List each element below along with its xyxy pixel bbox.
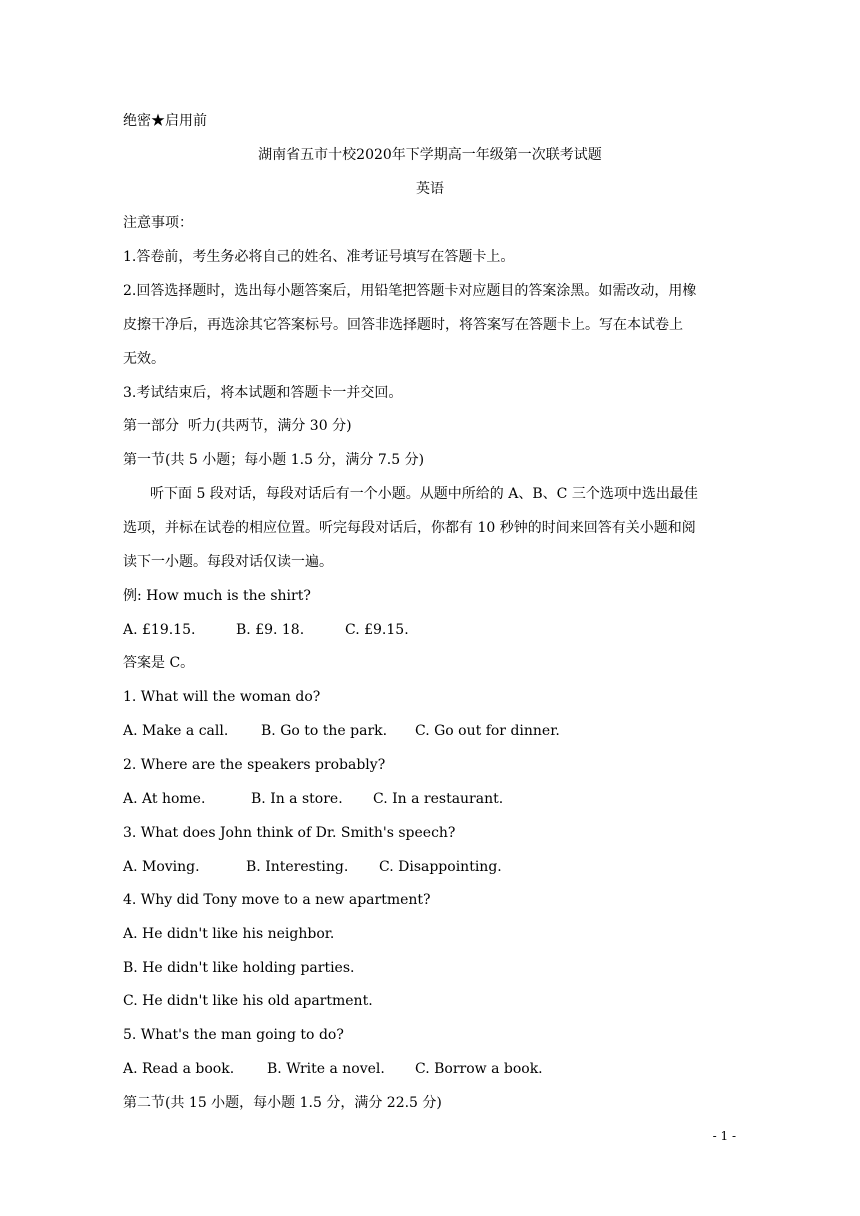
question-4-option-b: B. He didn't like holding parties. (123, 960, 355, 976)
question-3-option-c: C. Disappointing. (379, 859, 502, 875)
question-4-option-c: C. He didn't like his old apartment. (123, 993, 373, 1009)
instruction-item-2-line-1: 2.回答选择题时，选出每小题答案后，用铅笔把答题卡对应题目的答案涂黑。如需改动，用橡 (123, 283, 697, 299)
directions-line-1: 听下面 5 段对话，每段对话后有一个小题。从题中所给的 A、B、C 三个选项中选出最佳 (150, 486, 698, 502)
instruction-item-2-line-3: 无效。 (123, 351, 165, 367)
question-2-option-a: A. At home. (123, 791, 206, 807)
question-1: 1. What will the woman do? (123, 689, 321, 705)
confidential-label: 绝密★启用前 (123, 113, 207, 129)
directions-line-2: 选项，并标在试卷的相应位置。听完每段对话后，你都有 10 秒钟的时间来回答有关小题和阅 (123, 520, 696, 536)
page-number: - 1 - (712, 1129, 736, 1143)
instruction-item-3: 3.考试结束后，将本试题和答题卡一并交回。 (123, 385, 403, 401)
question-3-option-b: B. Interesting. (246, 859, 349, 875)
section-1-heading: 第一节(共 5 小题；每小题 1.5 分，满分 7.5 分) (123, 452, 425, 468)
question-4-option-a: A. He didn't like his neighbor. (123, 926, 335, 942)
question-1-option-c: C. Go out for dinner. (415, 723, 560, 739)
example-answer: 答案是 C。 (123, 655, 195, 671)
question-5-option-a: A. Read a book. (123, 1061, 235, 1077)
instruction-item-1: 1.答卷前，考生务必将自己的姓名、准考证号填写在答题卡上。 (123, 249, 515, 265)
question-3: 3. What does John think of Dr. Smith's speech? (123, 825, 456, 841)
example-option-b: B. £9. 18. (236, 622, 305, 638)
instruction-item-2-line-2: 皮擦干净后，再选涂其它答案标号。回答非选择题时，将答案写在答题卡上。写在本试卷上 (123, 317, 683, 333)
question-4: 4. Why did Tony move to a new apartment? (123, 892, 431, 908)
question-1-option-a: A. Make a call. (123, 723, 229, 739)
subject-title: 英语 (416, 181, 444, 197)
exam-title: 湖南省五市十校2020年下学期高一年级第一次联考试题 (258, 147, 602, 163)
part-1-heading: 第一部分 听力(共两节，满分 30 分) (123, 418, 352, 434)
example-question: 例: How much is the shirt? (123, 588, 311, 604)
question-5: 5. What's the man going to do? (123, 1027, 344, 1043)
section-2-heading: 第二节(共 15 小题，每小题 1.5 分，满分 22.5 分) (123, 1095, 442, 1111)
question-5-option-c: C. Borrow a book. (415, 1061, 543, 1077)
directions-line-3: 读下一小题。每段对话仅读一遍。 (123, 554, 333, 570)
example-option-c: C. £9.15. (345, 622, 409, 638)
question-2-option-b: B. In a store. (251, 791, 343, 807)
instructions-heading: 注意事项： (123, 215, 193, 231)
question-3-option-a: A. Moving. (123, 859, 200, 875)
question-2: 2. Where are the speakers probably? (123, 757, 386, 773)
example-option-a: A. £19.15. (123, 622, 196, 638)
question-1-option-b: B. Go to the park. (261, 723, 388, 739)
question-2-option-c: C. In a restaurant. (373, 791, 504, 807)
question-5-option-b: B. Write a novel. (267, 1061, 385, 1077)
